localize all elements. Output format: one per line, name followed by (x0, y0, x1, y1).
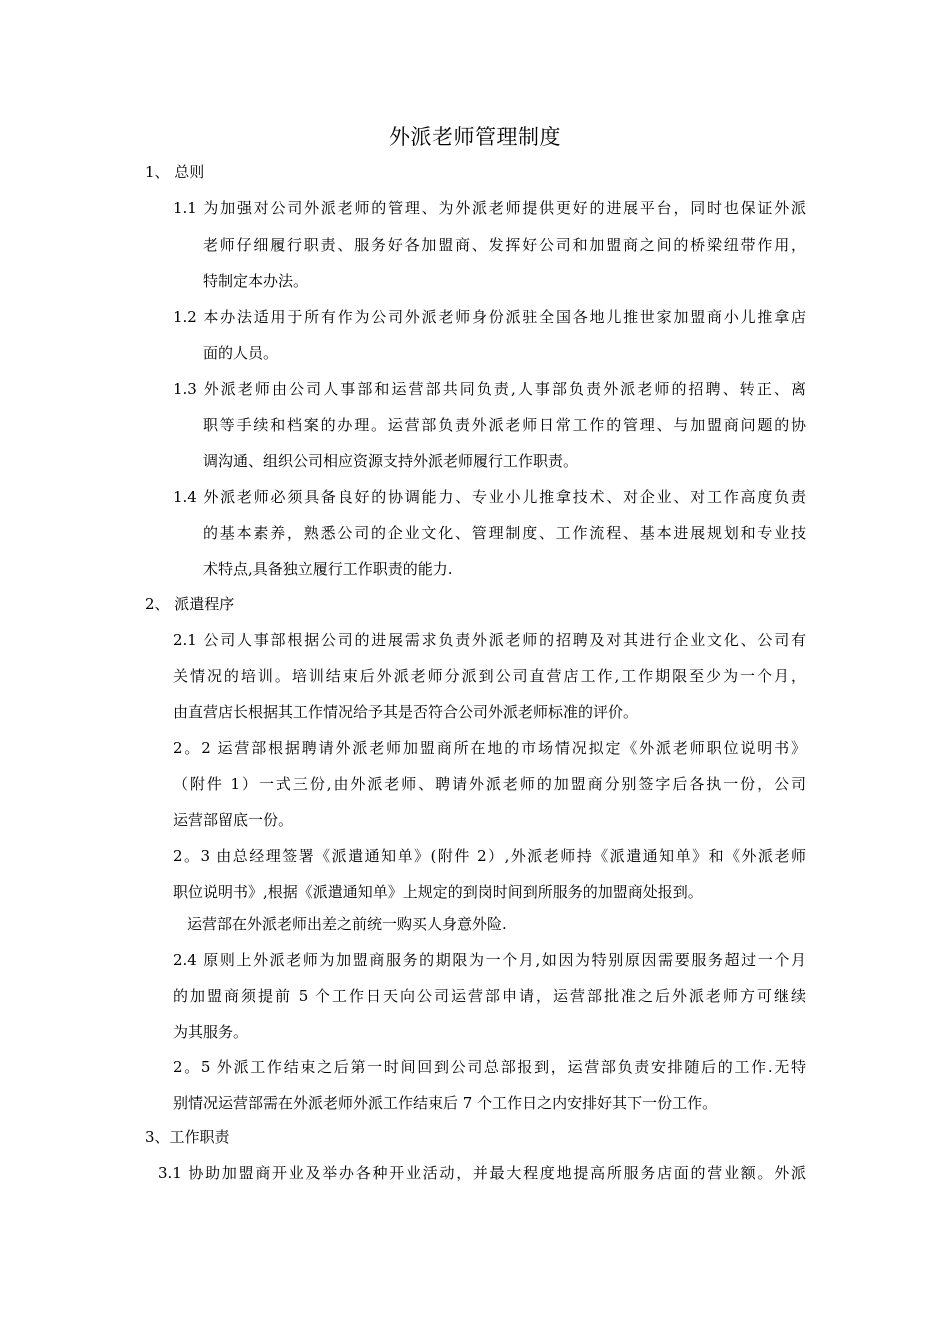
paragraph-line: 3.1 协助加盟商开业及举办各种开业活动，并最大程度地提高所服务店面的营业额。外派 (158, 1164, 806, 1182)
paragraph-line: 2.4 原则上外派老师为加盟商服务的期限为一个月,如因为特别原因需要服务超过一个月 (173, 951, 806, 969)
section-heading: 1、 总则 (145, 163, 205, 181)
paragraph-line: 2。2 运营部根据聘请外派老师加盟商所在地的市场情况拟定《外派老师职位说明书》 (173, 739, 806, 757)
paragraph-line: 调沟通、组织公司相应资源支持外派老师履行工作职责。 (203, 452, 579, 470)
paragraph-line: 面的人员。 (203, 344, 279, 362)
paragraph-line: 1.4 外派老师必须具备良好的协调能力、专业小儿推拿技术、对企业、对工作高度负责 (173, 488, 806, 506)
section-heading: 3、工作职责 (145, 1128, 230, 1146)
paragraph-line: 由直营店长根据其工作情况给予其是否符合公司外派老师标准的评价。 (173, 703, 639, 721)
document-title: 外派老师管理制度 (389, 125, 561, 149)
paragraph-line: 1.2 本办法适用于所有作为公司外派老师身份派驻全国各地儿推世家加盟商小儿推拿店 (173, 308, 806, 326)
paragraph-line: 职等手续和档案的办理。运营部负责外派老师日常工作的管理、与加盟商问题的协 (203, 416, 806, 434)
paragraph-line: 特制定本办法。 (203, 272, 309, 290)
paragraph-line: 为其服务。 (173, 1023, 249, 1041)
paragraph-line: 老师仔细履行职责、服务好各加盟商、发挥好公司和加盟商之间的桥梁纽带作用， (203, 236, 806, 254)
paragraph-line: 运营部留底一份。 (173, 811, 294, 829)
paragraph-line: 2。5 外派工作结束之后第一时间回到公司总部报到，运营部负责安排随后的工作.无特 (173, 1058, 806, 1076)
paragraph-line: 2.1 公司人事部根据公司的进展需求负责外派老师的招聘及对其进行企业文化、公司有 (173, 631, 806, 649)
paragraph-line: 2。3 由总经理签署《派遣通知单》(附件 2）,外派老师持《派遣通知单》和《外派老师 (173, 847, 806, 865)
section-heading: 2、 派遣程序 (145, 595, 235, 613)
paragraph-line: 关情况的培训。培训结束后外派老师分派到公司直营店工作,工作期限至少为一个月， (173, 667, 806, 685)
paragraph-line: 1.3 外派老师由公司人事部和运营部共同负责,人事部负责外派老师的招聘、转正、离 (173, 380, 806, 398)
paragraph-line: 术特点,具备独立履行工作职责的能力. (203, 560, 453, 578)
paragraph-line: 的基本素养，熟悉公司的企业文化、管理制度、工作流程、基本进展规划和专业技 (203, 524, 806, 542)
paragraph-line: （附件 1）一式三份,由外派老师、聘请外派老师的加盟商分别签字后各执一份，公司 (173, 775, 806, 793)
paragraph-line: 1.1 为加强对公司外派老师的管理、为外派老师提供更好的进展平台，同时也保证外派 (173, 199, 806, 217)
paragraph-line: 运营部在外派老师出差之前统一购买人身意外险. (187, 915, 507, 933)
paragraph-line: 的加盟商须提前 5 个工作日天向公司运营部申请，运营部批准之后外派老师方可继续 (173, 987, 806, 1005)
paragraph-line: 职位说明书》,根据《派遣通知单》上规定的到岗时间到所服务的加盟商处报到。 (173, 883, 703, 901)
paragraph-line: 别情况运营部需在外派老师外派工作结束后 7 个工作日之内安排好其下一份工作。 (173, 1094, 718, 1112)
